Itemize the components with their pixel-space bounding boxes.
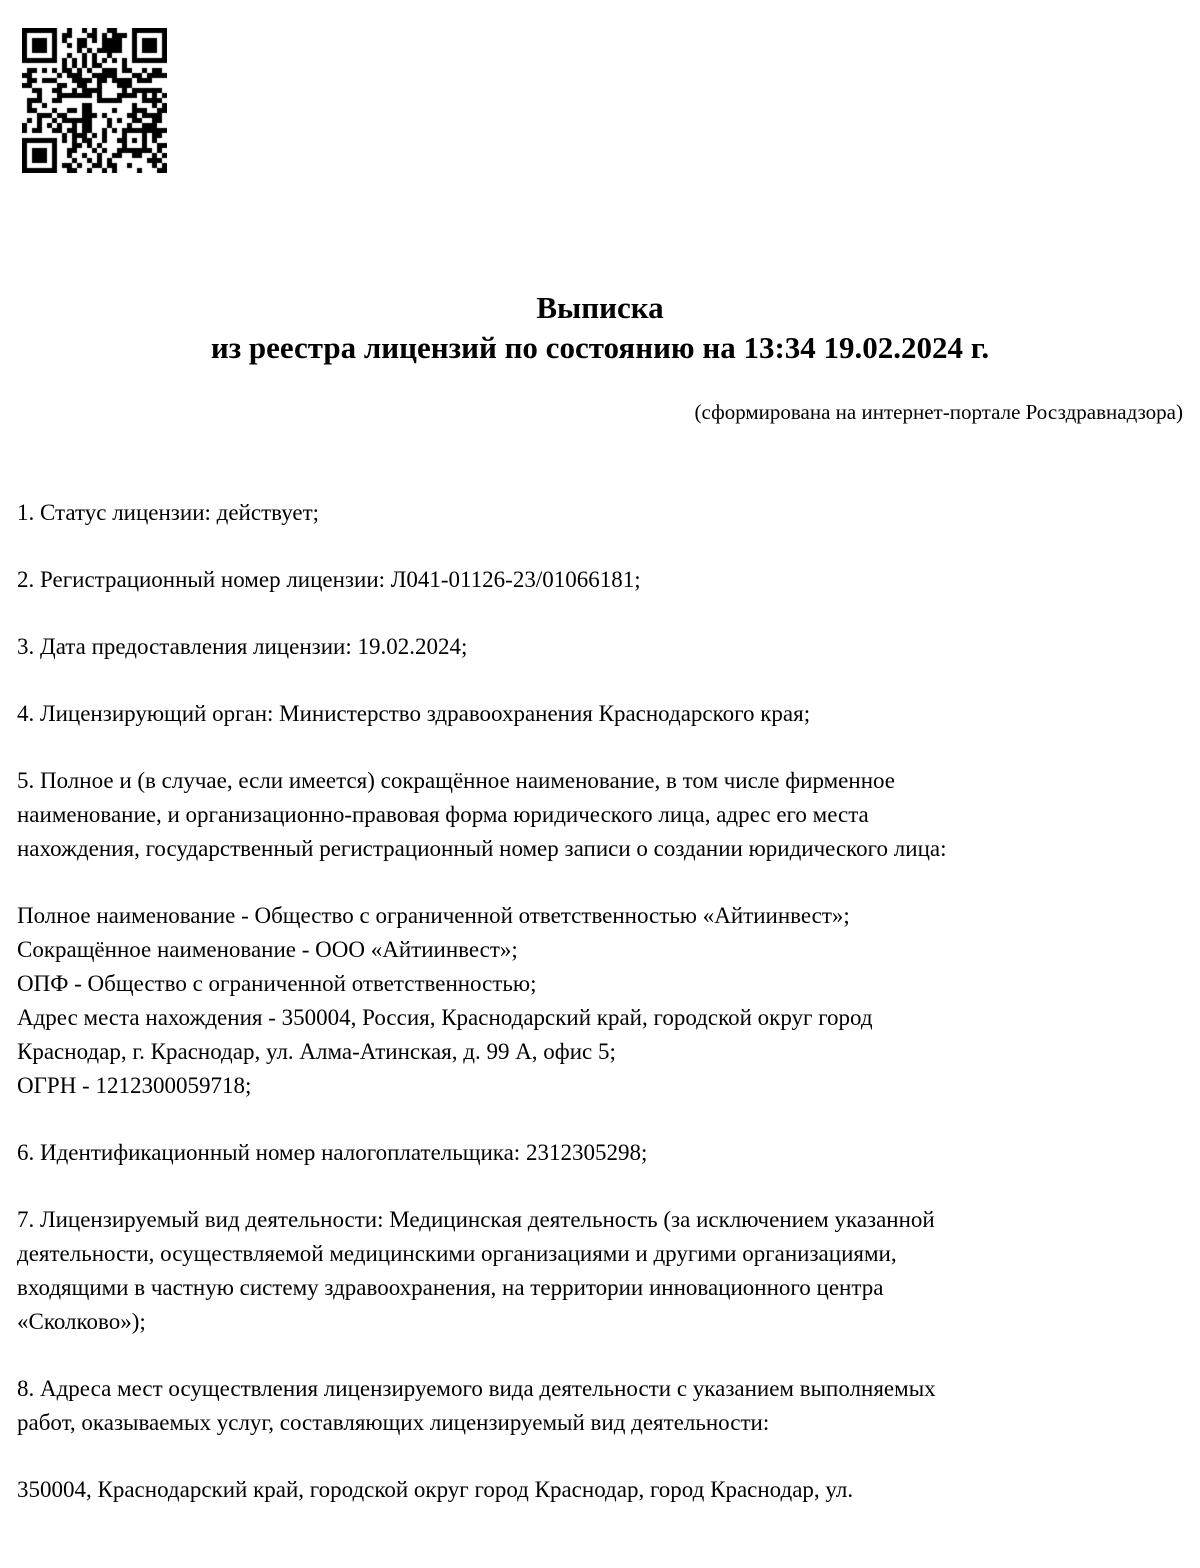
paragraph-line: 6. Идентификационный номер налогоплательщика: 2312305298; (17, 1140, 648, 1165)
paragraph-line: Адрес места нахождения - 350004, Россия, Краснодарский край, городской округ город (17, 1005, 873, 1030)
paragraph-line: 8. Адреса мест осуществления лицензируемого вида деятельности с указанием выполняемых (17, 1376, 936, 1401)
paragraph-activity-address (17, 1473, 1192, 1507)
paragraph-licensed-activity (17, 1203, 1192, 1339)
paragraph-line: «Сколково»); (17, 1309, 146, 1334)
paragraph-line: 350004, Краснодарский край, городской округ город Краснодар, город Краснодар, ул. (17, 1477, 854, 1502)
paragraph-entity-details (17, 899, 1192, 1103)
paragraph-grant-date (17, 630, 1192, 664)
paragraph-licensing-authority (17, 697, 1192, 731)
paragraph-line: входящими в частную систему здравоохранения, на территории инновационного центра (17, 1275, 884, 1300)
document-title-line-2: из реестра лицензий по состоянию на 13:34 19.02.2024 г. (210, 330, 990, 365)
paragraph-line: ОПФ - Общество с ограниченной ответственностью; (17, 971, 537, 996)
paragraph-line: 1. Статус лицензии: действует; (17, 500, 320, 525)
paragraph-line: Сокращённое наименование - ООО «Айтиинвест»; (17, 937, 518, 962)
document-title (17, 288, 1183, 368)
paragraph-activity-addresses-intro (17, 1372, 1192, 1440)
paragraph-entity-intro (17, 764, 1192, 866)
paragraph-taxpayer-number (17, 1136, 1192, 1170)
paragraph-line: 2. Регистрационный номер лицензии: Л041-01126-23/01066181; (17, 567, 641, 592)
paragraph-registration-number (17, 563, 1192, 597)
paragraph-line: 5. Полное и (в случае, если имеется) сокращённое наименование, в том числе фирменное (17, 768, 895, 793)
paragraph-line: Полное наименование - Общество с ограниченной ответственностью «Айтиинвест»; (17, 903, 850, 928)
paragraph-line: 4. Лицензирующий орган: Министерство здравоохранения Краснодарского края; (17, 701, 811, 726)
paragraph-line: ОГРН - 1212300059718; (17, 1073, 252, 1098)
document-title-line-1: Выписка (536, 290, 664, 325)
paragraph-line: работ, оказываемых услуг, составляющих лицензируемый вид деятельности: (17, 1410, 770, 1435)
paragraph-line: 3. Дата предоставления лицензии: 19.02.2024; (17, 634, 468, 659)
paragraph-line: наименование, и организационно-правовая форма юридического лица, адрес его места (17, 802, 869, 827)
paragraph-line: 7. Лицензируемый вид деятельности: Медицинская деятельность (за исключением указанной (17, 1207, 935, 1232)
document-body (17, 496, 1192, 1507)
paragraph-line: нахождения, государственный регистрационный номер записи о создании юридического лица: (17, 836, 947, 861)
paragraph-line: деятельности, осуществляемой медицинскими организациями и другими организациями, (17, 1241, 897, 1266)
paragraph-line: Краснодар, г. Краснодар, ул. Алма-Атинская, д. 99 А, офис 5; (17, 1039, 616, 1064)
paragraph-license-status (17, 496, 1192, 530)
qr-code-icon (22, 28, 167, 173)
document-subtitle: (сформирована на интернет-портале Росздравнадзора) (694, 400, 1183, 424)
